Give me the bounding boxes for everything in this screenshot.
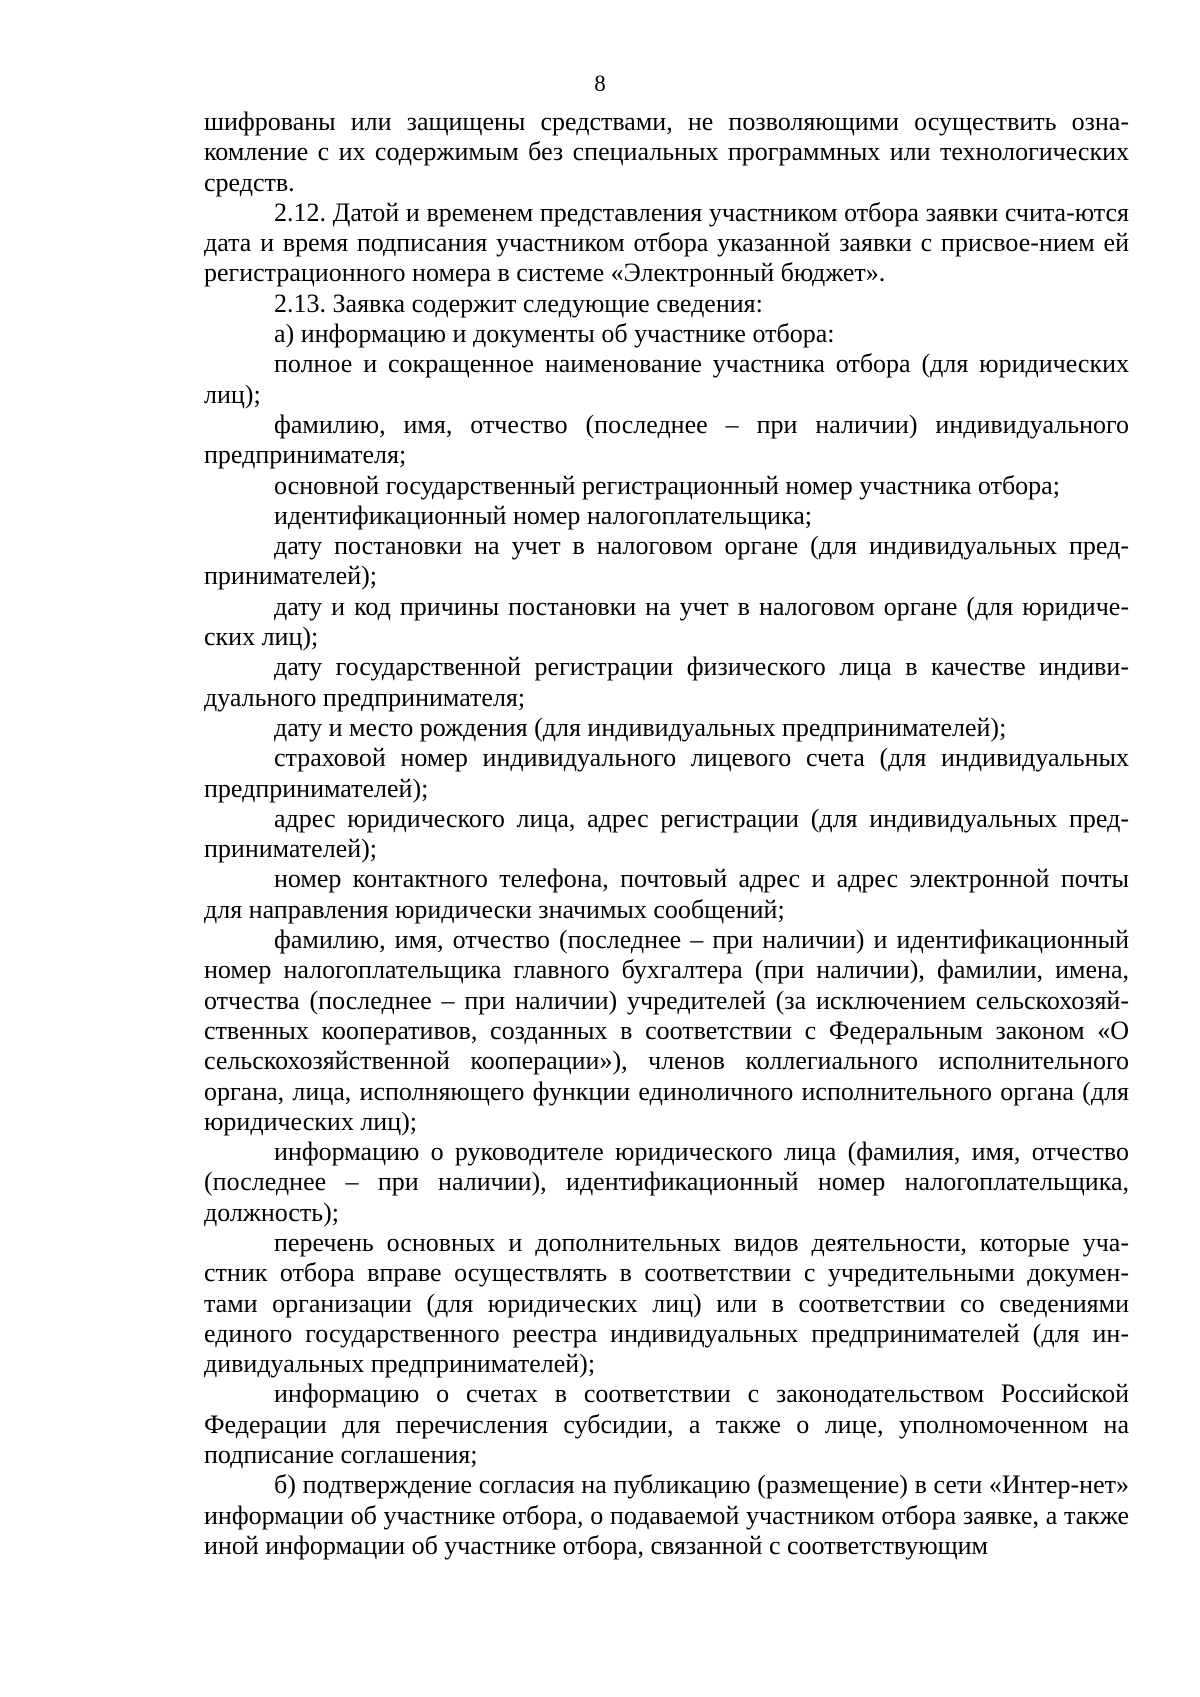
paragraph: фамилию, имя, отчество (последнее – при наличии) индивидуального предпринимателя; [204,409,1129,470]
paragraph: страховой номер индивидуального лицевого счета (для индивидуальных предпринимателей); [204,743,1129,803]
paragraph: дату государственной регистрации физического лица в качестве индиви-дуального предпринимателя; [204,652,1129,712]
paragraph: полное и сокращенное наименование участника отбора (для юридических лиц); [204,349,1129,409]
paragraph: основной государственный регистрационный номер участника отбора; [274,470,1060,500]
paragraph: перечень основных и дополнительных видов деятельности, которые уча-стник отбора вправе осуществлять в соответствии с учредительными докумен-тами организации (для юридических лиц) или в соответствии со сведениями единого государственного реестра индивидуальных предпринимателей (для ин-дивидуальных предпринимателей); [204,1227,1129,1379]
paragraph: 2.12. Датой и временем представления участником отбора заявки счита-ются дата и время подписания участником отбора указанной заявки с присвое-нием ей регистрационного номера в системе «Электронный бюджет». [204,197,1129,288]
paragraph: шифрованы или защищены средствами, не позволяющими осуществить озна-комление с их содержимым без специальных программных или технологических средств. [204,107,1129,197]
paragraph: номер контактного телефона, почтовый адрес и адрес электронной почты для направления юридически значимых сообщений; [204,864,1129,924]
paragraph: фамилию, имя, отчество (последнее – при наличии) и идентификационный номер налогоплательщика главного бухгалтера (при наличии), фамилии, имена, отчества (последнее – при наличии) учредителей (за исключением сельскохозяй-ственных кооперативов, созданных в соответствии с Федеральным законом «О сельскохозяйственной кооперации»), членов коллегиального исполнительного органа, лица, исполняющего функции единоличного исполнительного органа (для юридических лиц); [204,925,1129,1136]
paragraph: дату и место рождения (для индивидуальных предпринимателей); [274,712,1007,742]
paragraph: информацию о руководителе юридического лица (фамилия, имя, отчество (последнее – при наличии), идентификационный номер налогоплательщика, должность); [204,1137,1129,1227]
paragraph: дату постановки на учет в налоговом органе (для индивидуальных пред-принимателей); [204,531,1129,591]
paragraph: информацию о счетах в соответствии с законодательством Российской Федерации для перечисления субсидии, а также о лице, уполномоченном на подписание соглашения; [204,1379,1129,1470]
document-body [204,107,1129,1561]
paragraph: 2.13. Заявка содержит следующие сведения: [274,288,763,318]
page-number: 8 [594,71,606,96]
paragraph: а) информацию и документы об участнике отбора: [274,319,835,349]
paragraph: б) подтверждение согласия на публикацию (размещение) в сети «Интер-нет» информации об участнике отбора, о подаваемой участником отбора заявке, а также иной информации об участнике отбора, связанной с соответствующим [204,1470,1129,1560]
paragraph: идентификационный номер налогоплательщика; [274,500,812,530]
paragraph: адрес юридического лица, адрес регистрации (для индивидуальных пред-принимателей); [204,803,1129,864]
paragraph: дату и код причины постановки на учет в налоговом органе (для юридиче-ских лиц); [204,591,1129,652]
